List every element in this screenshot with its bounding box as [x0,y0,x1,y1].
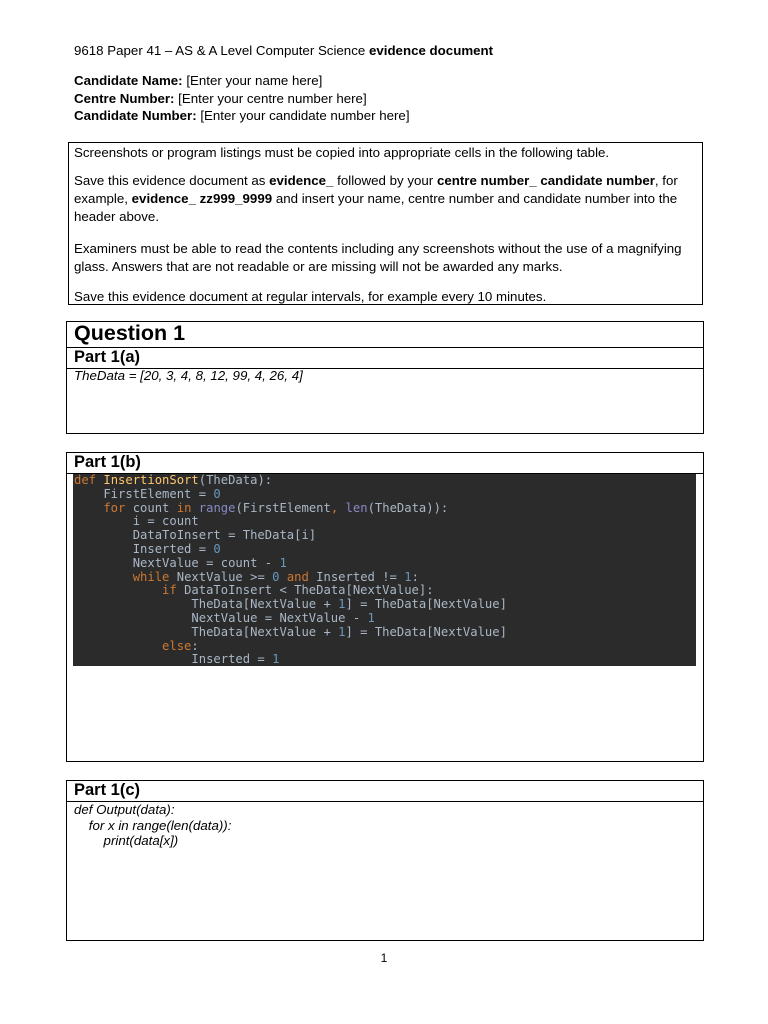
code-line: FirstElement = 0 [74,486,221,501]
code-line: while NextValue >= 0 and Inserted != 1: [74,569,419,584]
question-1-part-a-box [66,321,704,434]
part-c-line-2[interactable]: for x in range(len(data)): [74,817,232,833]
instruction-text: followed by your [333,173,437,188]
part-b-heading-row [67,453,703,474]
code-line: TheData[NextValue + 1] = TheData[NextValue] [74,597,507,612]
candidate-name-value[interactable]: [Enter your name here] [182,73,323,88]
code-line: TheData[NextValue + 1] = TheData[NextValue] [74,624,507,639]
part-a-answer[interactable]: TheData = [20, 3, 4, 8, 12, 99, 4, 26, 4] [74,368,303,383]
instruction-text: Save this evidence document as [74,173,270,188]
code-line: Inserted = 0 [74,541,221,556]
code-listing[interactable] [73,474,696,666]
instruction-paragraph-1: Screenshots or program listings must be copied into appropriate cells in the following table. [74,145,610,160]
centre-number-line [74,90,367,108]
code-line: NextValue = count - 1 [74,555,287,570]
part-a-heading-row [67,348,703,369]
document-header [74,43,493,58]
instruction-bold: evidence_ [269,173,334,188]
question-title: Question 1 [74,321,186,345]
part-b-heading: Part 1(b) [74,453,141,471]
centre-number-label: Centre Number: [74,91,175,106]
instruction-paragraph-3: Examiners must be able to read the contents including any screenshots without the use of a magnifying glass. Answers that are not readable or are missing will not be awarded any marks. [74,241,682,274]
instruction-text: , for example, [74,173,678,206]
header-title: 9618 Paper 41 – AS & A Level Computer Science [74,43,369,58]
instruction-paragraph-2 [74,172,699,226]
candidate-name-line [74,72,322,90]
code-line: if DataToInsert < TheData[NextValue]: [74,583,434,598]
code-line: else: [74,638,199,653]
instruction-text: and insert your name, centre number and candidate number into the header above. [74,191,678,224]
part-c-box [66,780,704,941]
code-line: NextValue = NextValue - 1 [74,610,375,625]
question-title-row [67,322,703,348]
candidate-number-line [74,107,410,125]
instruction-paragraph-4: Save this evidence document at regular intervals, for example every 10 minutes. [74,289,547,304]
centre-number-value[interactable]: [Enter your centre number here] [174,91,367,106]
code-line: i = count [74,514,199,529]
part-b-box [66,452,704,762]
page-number: 1 [380,951,388,965]
instruction-bold: evidence_ zz999_9999 [131,191,273,206]
code-line: Inserted = 1 [74,652,280,667]
candidate-number-value[interactable]: [Enter your candidate number here] [196,108,410,123]
instructions-box [68,142,703,305]
code-line: def InsertionSort(TheData): [74,473,273,487]
part-c-heading: Part 1(c) [74,781,141,799]
part-c-line-1[interactable]: def Output(data): [74,802,175,817]
part-c-heading-row [67,781,703,802]
code-line: DataToInsert = TheData[i] [74,528,317,543]
code-line: for count in range(FirstElement, len(TheData)): [74,500,449,515]
instruction-bold: centre number_ candidate number [436,173,655,188]
candidate-number-label: Candidate Number: [74,108,197,123]
header-title-bold: evidence document [368,43,494,58]
part-c-line-3[interactable]: print(data[x]) [74,833,179,848]
part-a-heading: Part 1(a) [74,348,141,366]
candidate-name-label: Candidate Name: [74,73,183,88]
